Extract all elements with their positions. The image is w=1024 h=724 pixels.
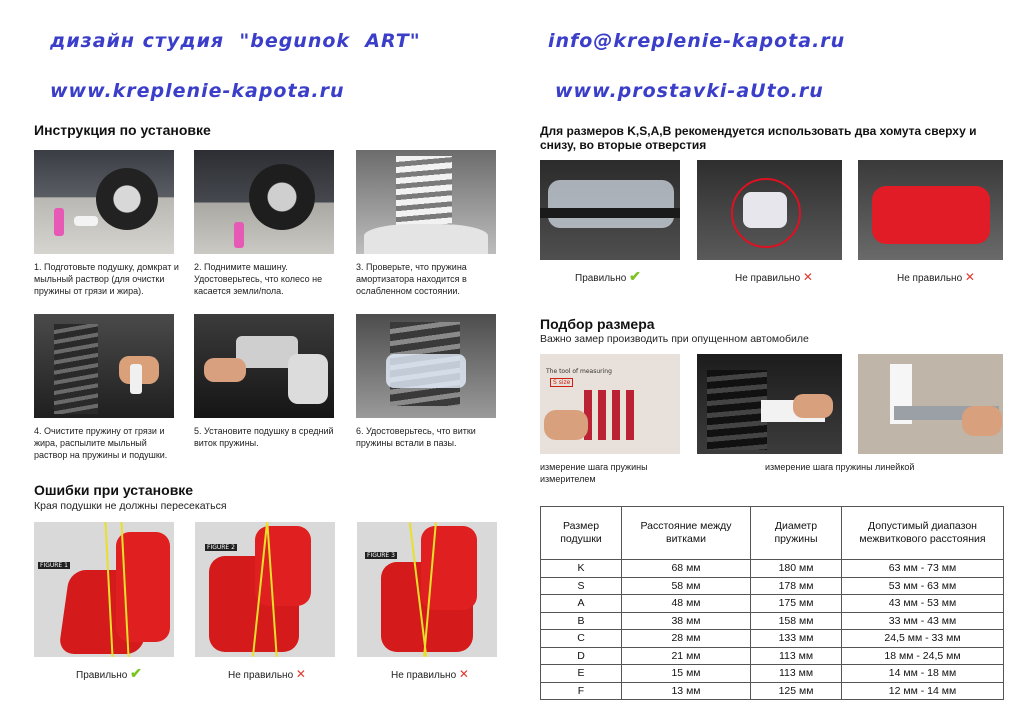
error-label-2: Не правильно ✕ — [228, 667, 306, 681]
table-cell: 14 мм - 18 мм — [842, 665, 1004, 683]
step3-photo — [356, 150, 496, 254]
table-cell: 38 мм — [622, 612, 751, 630]
clamp-label-wrong-2: Не правильно ✕ — [897, 270, 975, 284]
table-cell: 180 мм — [751, 560, 842, 578]
cross-icon: ✕ — [458, 667, 469, 681]
table-row — [541, 577, 1004, 595]
sizing-caption-ruler: измерение шага пружины линейкой — [765, 462, 915, 472]
step2-photo — [194, 150, 334, 254]
table-cell: 68 мм — [622, 560, 751, 578]
gauge-photo — [540, 354, 680, 454]
header-range: Допустимый диапазон межвиткового расстояния — [842, 507, 1004, 560]
step2-caption: 2. Поднимите машину. Удостоверьтесь, что колесо не касается земли/пола. — [194, 262, 323, 296]
table-row — [541, 647, 1004, 665]
table-cell: K — [541, 560, 622, 578]
step1-photo — [34, 150, 174, 254]
table-cell: 113 мм — [751, 647, 842, 665]
step6-caption: 6. Удостоверьтесь, что витки пружины встали в пазы. — [356, 426, 476, 448]
ruler-photo-2 — [858, 354, 1003, 454]
table-row — [541, 665, 1004, 683]
error-label-3: Не правильно ✕ — [391, 667, 469, 681]
table-cell: 113 мм — [751, 665, 842, 683]
sizing-subtitle: Важно замер производить при опущенном автомобиле — [540, 333, 809, 345]
step3-caption: 3. Проверьте, что пружина амортизатора находится в ослабленном состоянии. — [356, 262, 467, 296]
figure-3-label: FIGURE 3 — [367, 552, 395, 559]
table-cell: 28 мм — [622, 630, 751, 648]
table-cell: 15 мм — [622, 665, 751, 683]
errors-subtitle: Края подушки не должны пересекаться — [34, 500, 227, 512]
step6-photo — [356, 314, 496, 418]
error-figure-3 — [357, 522, 497, 657]
table-cell: 21 мм — [622, 647, 751, 665]
cross-icon: ✕ — [802, 270, 813, 284]
studio-title: дизайн студия "begunok ART" — [50, 30, 421, 52]
clamp-label-correct: Правильно ✔ — [575, 268, 641, 284]
table-row — [541, 560, 1004, 578]
clamp-label-wrong-1: Не правильно ✕ — [735, 270, 813, 284]
sizing-caption-gauge: измерение шага пружины измерителем — [540, 462, 648, 484]
site-link-prostavki[interactable]: www.prostavki-aUto.ru — [555, 80, 824, 102]
table-cell: 18 мм - 24,5 мм — [842, 647, 1004, 665]
table-row — [541, 682, 1004, 700]
figure-1-label: FIGURE 1 — [40, 562, 68, 569]
error-figure-1 — [34, 522, 174, 657]
header-diameter: Диаметр пружины — [751, 507, 842, 560]
header-distance: Расстояние между витками — [622, 507, 751, 560]
size-table — [540, 506, 1004, 700]
step4-photo — [34, 314, 174, 418]
table-cell: 58 мм — [622, 577, 751, 595]
table-cell: 175 мм — [751, 595, 842, 613]
table-cell: 33 мм - 43 мм — [842, 612, 1004, 630]
error-label-1: Правильно ✔ — [76, 665, 142, 681]
table-cell: 125 мм — [751, 682, 842, 700]
site-link-kreplenie[interactable]: www.kreplenie-kapota.ru — [50, 80, 345, 102]
table-cell: D — [541, 647, 622, 665]
table-cell: F — [541, 682, 622, 700]
step5-caption: 5. Установите подушку в средний виток пружины. — [194, 426, 334, 448]
table-row — [541, 595, 1004, 613]
table-cell: 43 мм - 53 мм — [842, 595, 1004, 613]
error-figure-2 — [195, 522, 335, 657]
step4-caption: 4. Очистите пружину от грязи и жира, распылите мыльный раствор на пружины и подушки. — [34, 426, 168, 460]
clamp-photo-wrong-1 — [697, 160, 842, 260]
step5-photo — [194, 314, 334, 418]
clamp-photo-correct — [540, 160, 680, 260]
table-cell: A — [541, 595, 622, 613]
cross-icon: ✕ — [295, 667, 306, 681]
errors-title: Ошибки при установке — [34, 482, 194, 498]
clamp-photo-wrong-2 — [858, 160, 1003, 260]
ruler-photo-1 — [697, 354, 842, 454]
clamps-title: Для размеров K,S,A,B рекомендуется использовать два хомута сверху и снизу, во вторые отверстия — [540, 124, 977, 152]
table-row — [541, 612, 1004, 630]
table-cell: 63 мм - 73 мм — [842, 560, 1004, 578]
table-cell: C — [541, 630, 622, 648]
table-cell: 48 мм — [622, 595, 751, 613]
checkmark-icon: ✔ — [629, 268, 641, 284]
email-link[interactable]: info@kreplenie-kapota.ru — [548, 30, 846, 52]
table-cell: 133 мм — [751, 630, 842, 648]
step1-caption: 1. Подготовьте подушку, домкрат и мыльный раствор (для очистки пружины от грязи и жира). — [34, 262, 179, 296]
header-size: Размер подушки — [541, 507, 622, 560]
table-cell: E — [541, 665, 622, 683]
table-cell: 12 мм - 14 мм — [842, 682, 1004, 700]
table-cell: 53 мм - 63 мм — [842, 577, 1004, 595]
table-cell: 24,5 мм - 33 мм — [842, 630, 1004, 648]
gauge-size: S size — [550, 378, 573, 387]
table-cell: 158 мм — [751, 612, 842, 630]
gauge-label: The tool of measuring — [546, 368, 612, 375]
table-cell: 13 мм — [622, 682, 751, 700]
cross-icon: ✕ — [964, 270, 975, 284]
install-title: Инструкция по установке — [34, 122, 211, 138]
table-row — [541, 630, 1004, 648]
size-table-header — [541, 507, 1004, 560]
checkmark-icon: ✔ — [130, 665, 142, 681]
table-cell: 178 мм — [751, 577, 842, 595]
table-cell: S — [541, 577, 622, 595]
sizing-title: Подбор размера — [540, 316, 655, 332]
table-cell: B — [541, 612, 622, 630]
figure-2-label: FIGURE 2 — [207, 544, 235, 551]
